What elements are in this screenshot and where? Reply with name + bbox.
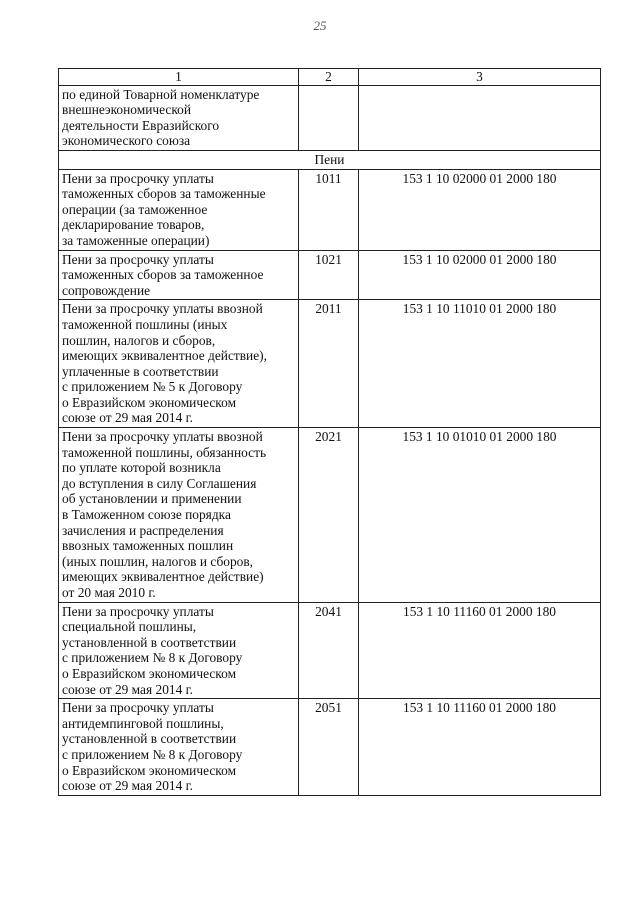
- table-row: [59, 699, 601, 796]
- table-row: [59, 169, 601, 250]
- section-title: Пени: [59, 150, 601, 169]
- row-kbk: 153 1 10 11160 01 2000 180: [359, 699, 601, 796]
- row-name: Пени за просрочку уплаты таможенных сборов за таможенное сопровождение: [59, 250, 299, 300]
- section-row: [59, 150, 601, 169]
- row-code: 1021: [299, 250, 359, 300]
- row-kbk: 153 1 10 02000 01 2000 180: [359, 250, 601, 300]
- payment-codes-table: [58, 68, 601, 796]
- continuation-code-cell: [299, 85, 359, 150]
- row-kbk: 153 1 10 01010 01 2000 180: [359, 428, 601, 603]
- continuation-text: по единой Товарной номенклатуре внешнеэкономической деятельности Евразийского экономического союза: [59, 85, 299, 150]
- table-row: [59, 300, 601, 428]
- row-code: 2051: [299, 699, 359, 796]
- row-kbk: 153 1 10 02000 01 2000 180: [359, 169, 601, 250]
- table-row: [59, 250, 601, 300]
- column-header-3: 3: [359, 69, 601, 86]
- row-code: 2041: [299, 602, 359, 699]
- row-name: Пени за просрочку уплаты ввозной таможенной пошлины (иных пошлин, налогов и сборов, имеющих эквивалентное действие), уплаченные в соответствии с приложением № 5 к Договору о Евразийском экономическом союзе от 29 мая 2014 г.: [59, 300, 299, 428]
- column-header-2: 2: [299, 69, 359, 86]
- row-code: 2021: [299, 428, 359, 603]
- row-kbk: 153 1 10 11010 01 2000 180: [359, 300, 601, 428]
- table-row: [59, 428, 601, 603]
- row-code: 2011: [299, 300, 359, 428]
- row-name: Пени за просрочку уплаты антидемпинговой пошлины, установленной в соответствии с приложением № 8 к Договору о Евразийском экономическом союзе от 29 мая 2014 г.: [59, 699, 299, 796]
- row-name: Пени за просрочку уплаты специальной пошлины, установленной в соответствии с приложением № 8 к Договору о Евразийском экономическом союзе от 29 мая 2014 г.: [59, 602, 299, 699]
- continuation-row: [59, 85, 601, 150]
- row-name: Пени за просрочку уплаты ввозной таможенной пошлины, обязанность по уплате которой возникла до вступления в силу Соглашения об установлении и применении в Таможенном союзе порядка зачисления и распределения ввозных таможенных пошлин (иных пошлин, налогов и сборов, имеющих эквивалентное действие) от 20 мая 2010 г.: [59, 428, 299, 603]
- column-header-1: 1: [59, 69, 299, 86]
- row-kbk: 153 1 10 11160 01 2000 180: [359, 602, 601, 699]
- table-row: [59, 602, 601, 699]
- page-number: 25: [313, 18, 327, 33]
- table-header-row: [59, 69, 601, 86]
- row-name: Пени за просрочку уплаты таможенных сборов за таможенные операции (за таможенное декларирование товаров, за таможенные операции): [59, 169, 299, 250]
- continuation-kbk-cell: [359, 85, 601, 150]
- row-code: 1011: [299, 169, 359, 250]
